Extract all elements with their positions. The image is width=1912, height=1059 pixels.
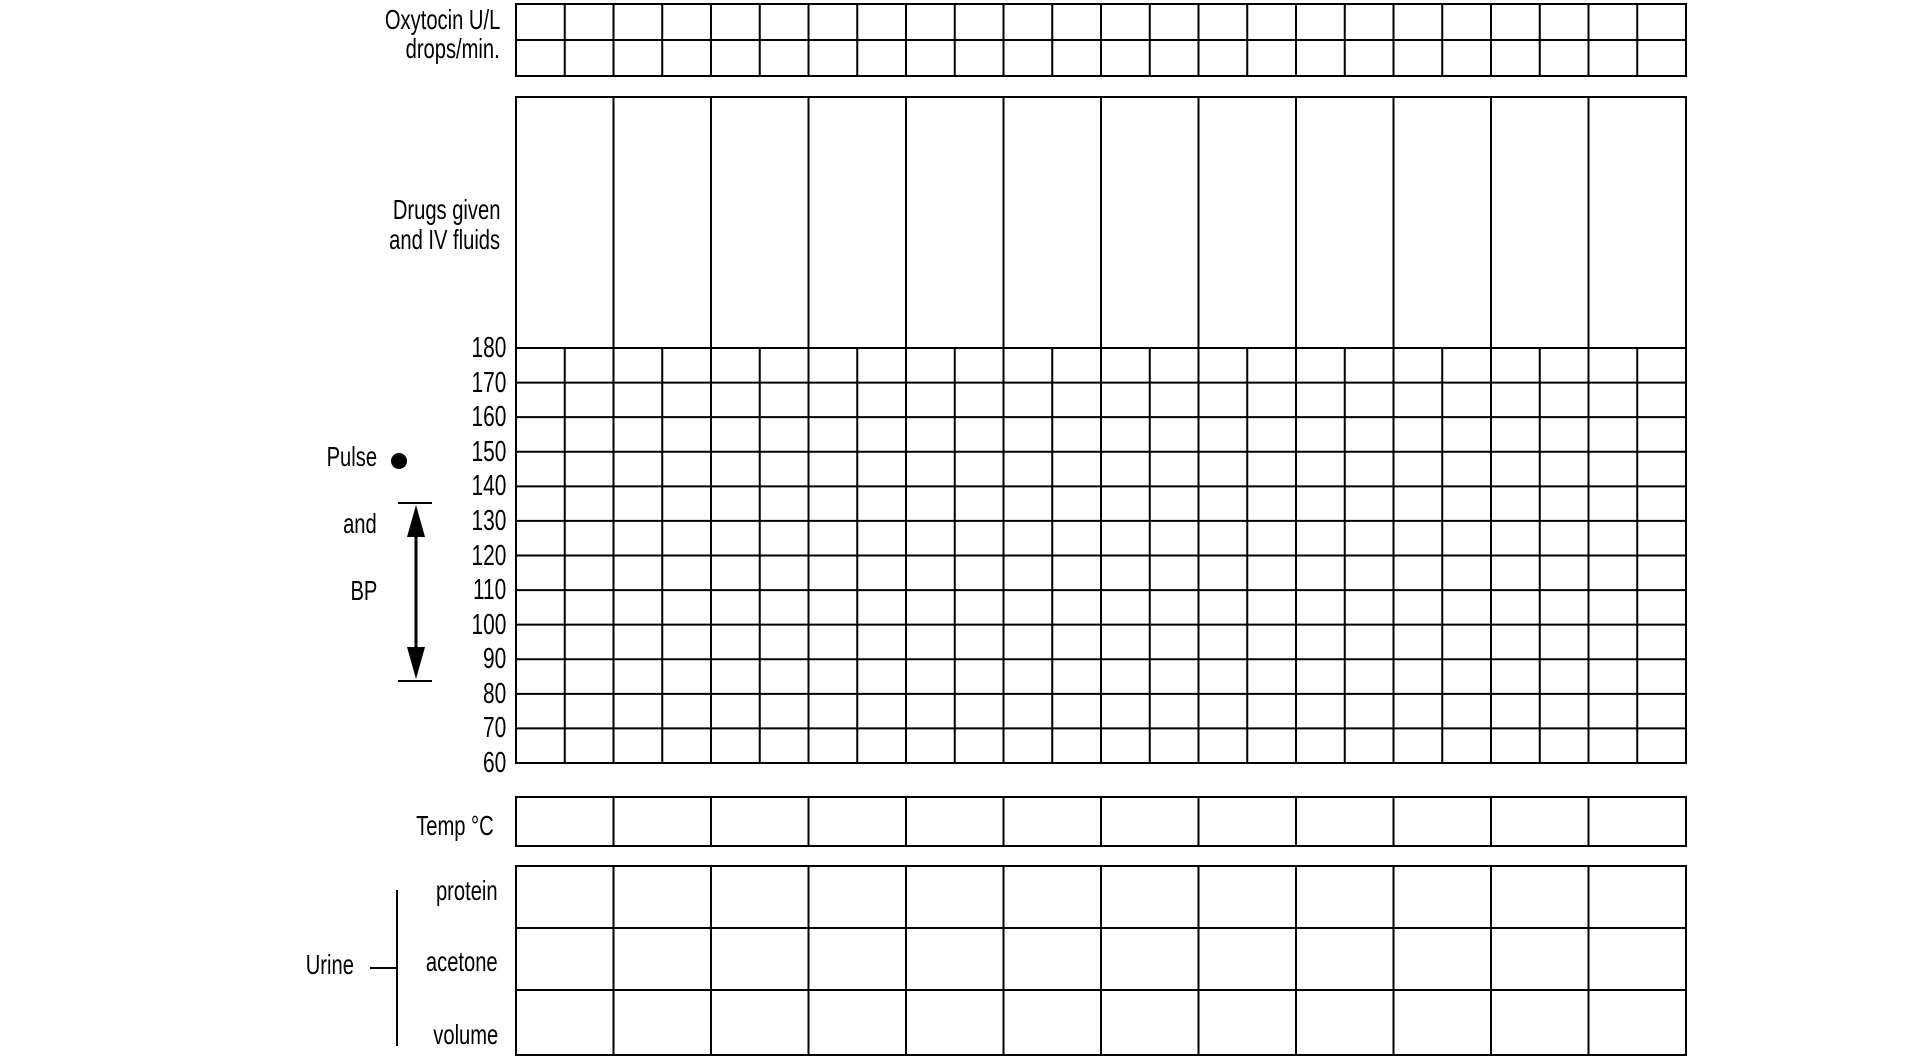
urine-label: Urine: [305, 949, 354, 980]
scale-tick-label: 180: [471, 332, 506, 364]
urine-protein-label: protein: [436, 875, 498, 906]
scale-tick-label: 170: [471, 366, 506, 399]
drops-per-min-label: drops/min.: [405, 33, 500, 64]
scale-tick-label: 70: [482, 712, 506, 745]
scale-tick-label: 160: [471, 401, 506, 434]
scale-tick-label: 60: [482, 747, 506, 779]
scale-tick-label: 120: [471, 539, 506, 572]
scale-tick-label: 80: [482, 677, 506, 710]
arrow-head-down-icon: [407, 647, 425, 679]
bp-label: BP: [350, 575, 377, 606]
scale-tick-label: 90: [482, 643, 506, 676]
urine-volume-label: volume: [433, 1019, 498, 1050]
scale-tick-label: 110: [472, 574, 506, 607]
scale-tick-label: 140: [471, 470, 506, 503]
arrow-head-up-icon: [407, 505, 425, 537]
and-label: and: [343, 508, 377, 539]
pulse-label: Pulse: [326, 441, 377, 472]
oxytocin-label: Oxytocin U/L: [384, 4, 500, 35]
filled-circle-icon: [391, 453, 407, 469]
scale-tick-label: 130: [471, 504, 506, 537]
scale-tick-label: 100: [471, 608, 506, 641]
drugs-given-label: Drugs given: [392, 194, 500, 225]
temp-label: Temp °C: [416, 810, 494, 841]
scale-tick-label: 150: [471, 435, 506, 468]
iv-fluids-label: and IV fluids: [389, 224, 500, 255]
urine-acetone-label: acetone: [426, 946, 498, 977]
